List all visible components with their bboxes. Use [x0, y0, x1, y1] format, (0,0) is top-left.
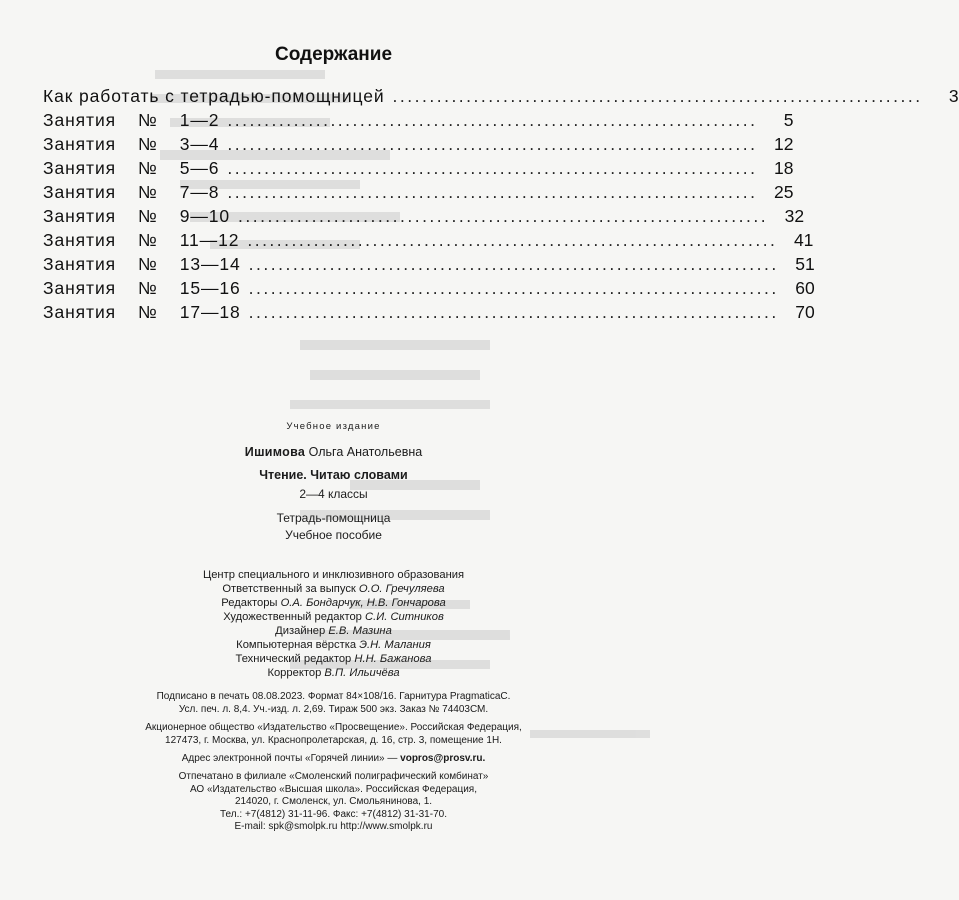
table-of-contents: [43, 86, 959, 326]
hotline-label: Адрес электронной почты «Горячей линии» —: [181, 753, 398, 764]
toc-entry-lesson[interactable]: [43, 254, 815, 278]
toc-entry-label: [43, 158, 219, 179]
credit-row: [0, 638, 667, 652]
toc-entry-label: [43, 278, 241, 299]
lesson-word: Занятия: [43, 182, 117, 202]
grades: 2—4 классы: [299, 487, 368, 501]
toc-entry-label: [43, 110, 219, 131]
lesson-word: Занятия: [43, 254, 117, 274]
publisher-line-1: Акционерное общество «Издательство «Просвещение». Российская Федерация,: [145, 722, 522, 733]
hotline-line: [0, 753, 667, 766]
credit-name: Н.Н. Бажанова: [354, 653, 432, 665]
lesson-range: 3—4: [179, 134, 220, 154]
credit-name: Э.Н. Малания: [359, 639, 431, 651]
credit-row: [0, 610, 667, 624]
toc-entry-page: 70: [795, 302, 815, 322]
credit-name: О.А. Бондарчук, Н.В. Гончарова: [280, 597, 446, 609]
print-info: [0, 691, 667, 716]
lesson-range: 7—8: [179, 182, 220, 202]
toc-title: Содержание: [274, 44, 393, 65]
toc-leader-dots: ........................................................................: [248, 302, 779, 322]
lesson-word: Занятия: [43, 278, 117, 298]
center-name: Центр специального и инклюзивного образования: [202, 569, 465, 581]
credit-name: С.И. Ситников: [365, 611, 444, 623]
credit-role: Дизайнер: [275, 625, 326, 637]
credit-name: О.О. Гречуляева: [358, 583, 445, 595]
credit-role: Редакторы: [221, 597, 278, 609]
lesson-word: Занятия: [43, 134, 117, 154]
publisher-info: [0, 722, 667, 747]
number-sign: №: [138, 254, 158, 274]
printer-line: Тел.: +7(4812) 31-11-96. Факс: +7(4812) 31-31-70.: [220, 808, 447, 820]
toc-entry-page: 5: [783, 110, 794, 130]
hotline-email[interactable]: vopros@prosv.ru.: [400, 753, 486, 764]
number-sign: №: [138, 182, 158, 202]
toc-leader-dots: ........................................................................: [238, 206, 769, 226]
toc-entry-page: 51: [795, 254, 815, 274]
book-kind: Учебное пособие: [285, 528, 382, 542]
toc-entry-intro[interactable]: [43, 86, 959, 110]
credit-role: Технический редактор: [235, 653, 352, 665]
credit-name: В.П. Ильичёва: [324, 667, 400, 679]
author-line: [0, 445, 667, 459]
printer-line: АО «Издательство «Высшая школа». Российская Федерация,: [189, 783, 477, 795]
author-surname: Ишимова: [244, 445, 306, 459]
toc-entry-lesson[interactable]: [43, 278, 815, 302]
lesson-range: 13—14: [179, 254, 241, 274]
credit-row: [0, 624, 667, 638]
toc-entry-lesson[interactable]: [43, 302, 815, 326]
credit-row: [0, 596, 667, 610]
toc-leader-dots: ........................................................................: [248, 254, 779, 274]
toc-entry-label: [43, 230, 239, 251]
lesson-word: Занятия: [43, 206, 117, 226]
toc-entry-page: 25: [773, 182, 794, 202]
printer-line: Отпечатано в филиале «Смоленский полиграфический комбинат»: [178, 771, 489, 782]
number-sign: №: [138, 230, 158, 250]
toc-entry-label: [43, 302, 241, 323]
print-info-line-2: Усл. печ. л. 8,4. Уч.-изд. л. 2,69. Тираж 500 экз. Заказ № 74403СМ.: [178, 703, 489, 715]
toc-entry-label: [43, 182, 219, 203]
lesson-range: 11—12: [179, 230, 240, 250]
toc-entry-label: [43, 254, 241, 275]
number-sign: №: [138, 278, 158, 298]
toc-entry-lesson[interactable]: [43, 206, 805, 230]
toc-entry-page: 41: [793, 230, 814, 250]
toc-entry-page: 18: [773, 158, 794, 178]
book-subtitle: Тетрадь-помощница: [276, 511, 391, 525]
toc-entry-lesson[interactable]: [43, 182, 794, 206]
toc-entry-label: [43, 206, 230, 227]
print-info-line-1: Подписано в печать 08.08.2023. Формат 84×108/16. Гарнитура PragmaticaC.: [156, 691, 511, 702]
edition-type: Учебное издание: [286, 421, 381, 432]
toc-leader-dots: ........................................................................: [248, 278, 779, 298]
printer-line: E-mail: spk@smolpk.ru http://www.smolpk.ru: [234, 821, 433, 832]
printer-line: 214020, г. Смоленск, ул. Смольянинова, 1.: [234, 796, 433, 807]
credit-role: Корректор: [267, 667, 322, 679]
credit-row: [0, 652, 667, 666]
lesson-range: 1—2: [179, 110, 220, 130]
printer-info: [0, 771, 667, 834]
lesson-range: 5—6: [179, 158, 220, 178]
toc-leader-dots: ........................................................................: [247, 230, 778, 250]
lesson-word: Занятия: [43, 158, 117, 178]
toc-entry-page: 3: [948, 86, 959, 106]
toc-entry-page: 60: [795, 278, 815, 298]
credit-role: Ответственный за выпуск: [222, 583, 356, 595]
credit-role: Художественный редактор: [223, 611, 362, 623]
toc-entry-page: 32: [784, 206, 805, 226]
credit-row: [0, 582, 667, 596]
toc-leader-dots: ........................................................................: [392, 86, 923, 106]
number-sign: №: [138, 158, 158, 178]
credit-name: Е.В. Мазина: [328, 625, 392, 637]
toc-entry-label: Как работать с тетрадью-помощницей: [43, 86, 385, 106]
toc-leader-dots: ........................................................................: [227, 158, 758, 178]
lesson-range: 9—10: [179, 206, 231, 226]
toc-entry-lesson[interactable]: [43, 158, 794, 182]
author-name: Ольга Анатольевна: [308, 445, 423, 459]
toc-leader-dots: ........................................................................: [227, 182, 758, 202]
credit-row: [0, 666, 667, 680]
toc-leader-dots: ........................................................................: [227, 110, 758, 130]
lesson-word: Занятия: [43, 230, 117, 250]
publisher-line-2: 127473, г. Москва, ул. Краснопролетарская, д. 16, стр. 3, помещение 1Н.: [165, 734, 502, 746]
toc-entry-lesson[interactable]: [43, 110, 794, 134]
number-sign: №: [138, 110, 158, 130]
lesson-word: Занятия: [43, 302, 117, 322]
number-sign: №: [138, 206, 158, 226]
toc-entry-label: [43, 134, 219, 155]
credits-block: [0, 568, 667, 680]
book-title: Чтение. Читаю словами: [259, 468, 408, 482]
toc-entry-page: 12: [773, 134, 794, 154]
toc-entry-lesson[interactable]: [43, 230, 814, 254]
toc-leader-dots: ........................................................................: [227, 134, 758, 154]
toc-entry-lesson[interactable]: [43, 134, 794, 158]
number-sign: №: [138, 134, 158, 154]
number-sign: №: [138, 302, 158, 322]
lesson-range: 15—16: [179, 278, 241, 298]
credit-role: Компьютерная вёрстка: [236, 639, 357, 651]
lesson-range: 17—18: [179, 302, 241, 322]
lesson-word: Занятия: [43, 110, 117, 130]
